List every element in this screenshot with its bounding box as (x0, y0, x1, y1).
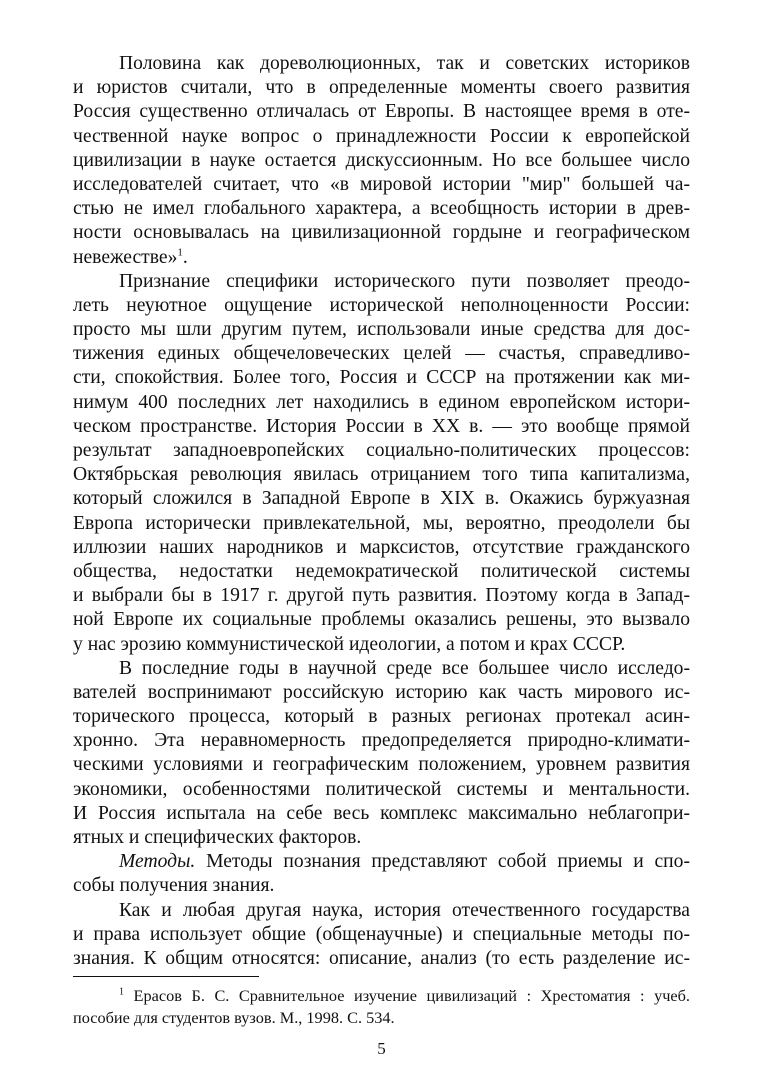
footnote-line: пособие для студентов вузов. М., 1998. С. 534. (73, 1008, 395, 1027)
text-line: у нас эрозию коммунистической идеологии, а потом и крах СССР. (73, 633, 626, 655)
text-line: общества, недостатки недемократической политической системы (73, 560, 690, 582)
text-line: и выбрали бы в 1917 г. другой путь развития. Поэтому когда в Запад- (73, 585, 690, 607)
text-line: ческими условиями и географическим положением, уровнем развития (73, 754, 690, 776)
footnote (73, 985, 690, 1029)
text-line: чественной науке вопрос о принадлежности России к европейской (73, 125, 690, 147)
text-line: хронно. Эта неравномерность предопределяется природно-климати- (73, 730, 690, 752)
footnote-reference[interactable]: 1 (177, 245, 183, 258)
text-line (73, 246, 690, 270)
text-fragment: Методы познания представляют собой приемы и спо- (195, 851, 690, 873)
paragraph (73, 850, 690, 898)
text-line: ности основывалась на цивилизационной гордыне и географическом (73, 222, 690, 244)
text-line: и юристов считали, что в определенные моменты своего развития (73, 77, 690, 99)
text-line: и права использует общие (общенаучные) и специальные методы по- (73, 923, 690, 945)
main-text (73, 52, 690, 971)
text-fragment: Ерасов Б. С. Сравнительное изучение цивилизаций : Хрестоматия : учеб. (124, 986, 690, 1005)
text-line: леть неуютное ощущение исторической неполноценности России: (73, 294, 690, 316)
footnote-line (73, 985, 690, 1007)
page-number: 5 (377, 1039, 386, 1058)
text-line: цивилизации в науке остается дискуссионным. Но все большее число (73, 149, 690, 171)
text-line: Европа исторически привлекательной, мы, вероятно, преодолели бы (73, 512, 690, 534)
text-line: Октябрьская революция явилась отрицанием того типа капитализма, (73, 464, 690, 486)
text-line (73, 850, 690, 874)
italic-lead: Методы. (119, 851, 196, 873)
text-line: Как и любая другая наука, история отечественного государства (119, 899, 690, 921)
text-line: Половина как дореволюционных, так и советских историков (119, 53, 690, 74)
text-line: иллюзии наших народников и марксистов, отсутствие гражданского (73, 536, 690, 558)
paragraph (73, 899, 690, 972)
text-line: ческом пространстве. История России в XX в. — это вообще прямой (73, 415, 690, 437)
text-line: В последние годы в научной среде все большее число исследо- (119, 657, 690, 679)
text-line: сти, спокойствия. Более того, Россия и СССР на протяжении как ми- (73, 367, 690, 389)
text-line: торического процесса, который в разных регионах протекал асин- (73, 706, 690, 728)
text-line: тижения единых общечеловеческих целей — счастья, справедливо- (73, 343, 690, 365)
paragraph (73, 52, 690, 270)
text-line: вателей воспринимают российскую историю как часть мирового ис- (73, 681, 690, 703)
paragraph (73, 270, 690, 657)
text-line: знания. К общим относятся: описание, анализ (то есть разделение ис- (73, 947, 690, 969)
text-line: экономики, особенностями политической системы и ментальности. (73, 778, 690, 800)
text-line: И Россия испытала на себе весь комплекс максимально неблагопри- (73, 802, 690, 824)
text-line: ятных и специфических факторов. (73, 827, 362, 848)
text-line: Признание специфики исторического пути позволяет преодо- (119, 270, 690, 292)
text-line: нимум 400 последних лет находились в едином европейском истори- (73, 391, 690, 413)
text-line: собы получения знания. (73, 875, 275, 897)
text-line: просто мы шли другим путем, использовали иные средства для дос- (73, 319, 690, 341)
text-line: Россия существенно отличалась от Европы. В настоящее время в оте- (73, 101, 690, 123)
text-line: который сложился в Западной Европе в XIX в. Окажись буржуазная (73, 488, 690, 510)
text-line: результат западноевропейских социально-политических процессов: (73, 440, 690, 461)
text-line: исследователей считает, что «в мировой истории "мир" большей ча- (73, 173, 690, 195)
footnote-marker: 1 (119, 986, 124, 998)
paragraph (73, 657, 690, 851)
text-fragment: невежестве» (73, 246, 178, 268)
text-line: стью не имел глобального характера, а всеобщность истории в древ- (73, 198, 690, 220)
text-fragment: . (182, 246, 188, 268)
footnote-divider (73, 976, 259, 977)
text-line: ной Европе их социальные проблемы оказались решены, это вызвало (73, 609, 690, 631)
